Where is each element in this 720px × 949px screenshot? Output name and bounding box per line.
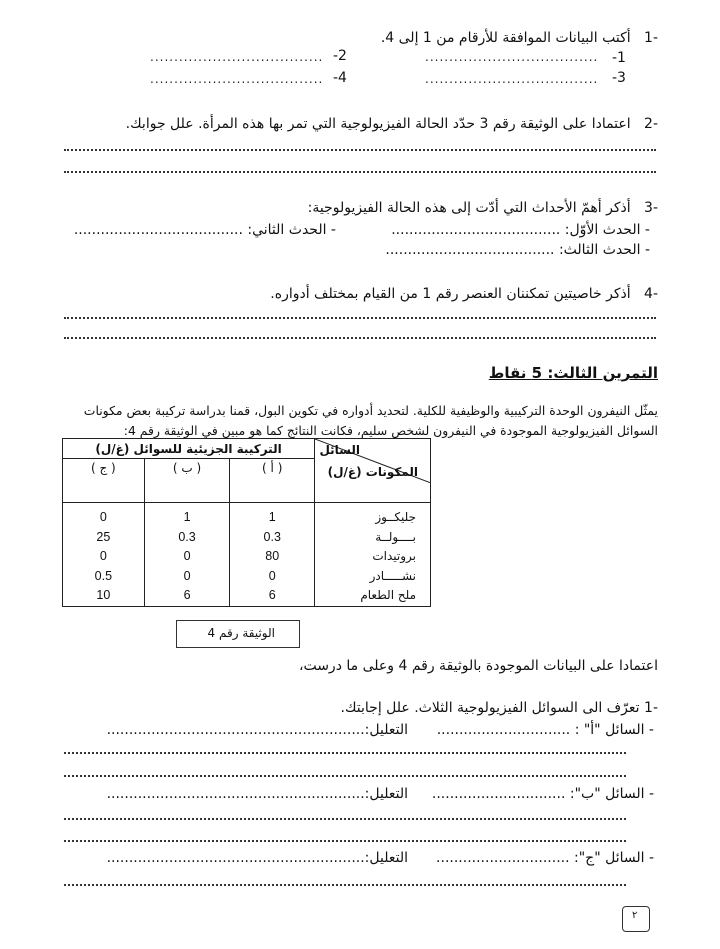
q1-item-1: -1: [612, 50, 626, 66]
value-b-2: 0: [183, 549, 191, 563]
fluid-b-line: - السائل "ب": ..............................: [431, 786, 654, 802]
fluid-a-answer-line-1[interactable]: [64, 752, 626, 754]
col-b-values: [144, 503, 230, 607]
fluid-a-justification: التعليل:..........................................................: [106, 722, 408, 738]
value-c-2: 0: [99, 549, 107, 563]
q1-item-2: -2: [333, 48, 347, 64]
value-b-0: 1: [183, 510, 191, 524]
q1-dots-4: ....................................: [150, 72, 324, 86]
q1-dots-3: ....................................: [425, 72, 599, 86]
row-name-1: بــــولــة: [375, 529, 416, 544]
value-c-0: 0: [99, 510, 107, 524]
q2-text: [126, 116, 658, 132]
document4-table: [62, 438, 431, 607]
row-name-4: ملح الطعام: [360, 588, 416, 602]
q1-prompt: أكتب البيانات الموافقة للأرقام من 1 إلى 4.: [380, 30, 631, 46]
q3-text: [308, 200, 658, 216]
col-header-b: ( ب ): [144, 459, 230, 503]
fluid-c-line: - السائل "ج": ..............................: [436, 850, 654, 866]
q2-number: -2: [644, 116, 658, 132]
q4-answer-line-1[interactable]: [64, 317, 656, 319]
exercise3-intro-1: يمثّل النيفرون الوحدة التركيبية والوظيفية للكلية. لتحديد أدواره في تكوين البول، قمنا بدراسة تركيبة بعض مكونات: [83, 403, 658, 418]
exercise3-q1: -1 تعرّف الى السوائل الفيزيولوجية الثلاث. علل إجابتك.: [340, 700, 658, 716]
value-c-4: 10: [96, 588, 111, 602]
q1-item-4: -4: [333, 70, 347, 86]
q3-prompt: أذكر أهمّ الأحداث التي أدّت إلى هذه الحالة الفيزيولوجية:: [307, 200, 631, 216]
q2-prompt: اعتمادا على الوثيقة رقم 3 حدّد الحالة الفيزيولوجية التي تمر بها هذه المرأة. علل جوابك.: [125, 116, 631, 132]
col-header-c: ( ج ): [63, 459, 145, 503]
q3-number: -3: [644, 200, 658, 216]
q3-event-1: - الحدث الأوّل: ......................................: [391, 222, 650, 238]
q2-answer-line-1[interactable]: [64, 149, 656, 151]
exercise3-intro-2: السوائل الفيزيولوجية الموجودة في النيفرون لشخص سليم، فكانت النتائج كما هو مبين في الوثيقة رقم 4:: [123, 423, 658, 438]
exercise3-title: التمرين الثالث: 5 نقاط: [488, 364, 658, 382]
q4-answer-line-2[interactable]: [64, 337, 656, 339]
row-names: [315, 503, 431, 607]
fluid-a-answer-line-2[interactable]: [64, 775, 626, 777]
q2-answer-line-2[interactable]: [64, 171, 656, 173]
row-name-0: جليكــوز: [375, 510, 416, 524]
based-on-text: اعتمادا على البيانات الموجودة بالوثيقة رقم 4 وعلى ما درست،: [298, 658, 658, 674]
value-b-1: 0.3: [178, 529, 196, 544]
document4-label-box: [176, 620, 300, 648]
col-a-values: [230, 503, 315, 607]
table-header-main: التركيبة الجزيئية للسوائل (غ/ل): [63, 439, 315, 459]
col-c-values: [63, 503, 145, 607]
page-number: ٢: [632, 910, 638, 921]
q1-item-3: -3: [612, 70, 626, 86]
q1-dots-1: ....................................: [425, 50, 599, 64]
q1-text: [381, 30, 658, 46]
value-a-0: 1: [268, 510, 276, 524]
value-c-1: 25: [96, 529, 111, 544]
table-corner-cell: [315, 439, 431, 503]
q1-dots-2: ....................................: [150, 50, 324, 64]
fluid-b-answer-line-2[interactable]: [64, 840, 626, 842]
fluid-c-justification: التعليل:..........................................................: [106, 850, 408, 866]
row-name-2: بروتيدات: [372, 549, 416, 563]
q4-text: [270, 286, 658, 302]
row-name-3: نشـــــادر: [369, 568, 416, 583]
value-b-3: 0: [183, 568, 191, 583]
value-b-4: 6: [183, 588, 191, 602]
table-values-row: [63, 503, 431, 607]
value-a-4: 6: [268, 588, 276, 602]
page-number-box: [622, 906, 650, 932]
fluid-a-line: - السائل "أ" : ..............................: [436, 722, 654, 738]
document4-label: الوثيقة رقم 4: [207, 626, 275, 640]
corner-fluid-label: السائل: [319, 443, 360, 457]
q4-prompt: أذكر خاصيتين تمكننان العنصر رقم 1 من القيام بمختلف أدواره.: [270, 286, 631, 302]
fluid-b-answer-line-1[interactable]: [64, 818, 626, 820]
q3-event-2: - الحدث الثاني: ......................................: [73, 222, 336, 238]
value-c-3: 0.5: [94, 568, 113, 583]
col-header-a: ( أ ): [230, 459, 315, 503]
q4-number: -4: [644, 286, 658, 302]
fluid-b-justification: التعليل:..........................................................: [106, 786, 408, 802]
value-a-1: 0.3: [263, 529, 281, 544]
q3-event-3: - الحدث الثالث: ......................................: [385, 242, 650, 258]
value-a-2: 80: [265, 549, 280, 563]
corner-components-label: المكونات (غ/ل): [327, 465, 418, 479]
q1-number: -1: [644, 30, 658, 46]
fluid-c-answer-line-1[interactable]: [64, 884, 626, 886]
value-a-3: 0: [268, 568, 276, 583]
